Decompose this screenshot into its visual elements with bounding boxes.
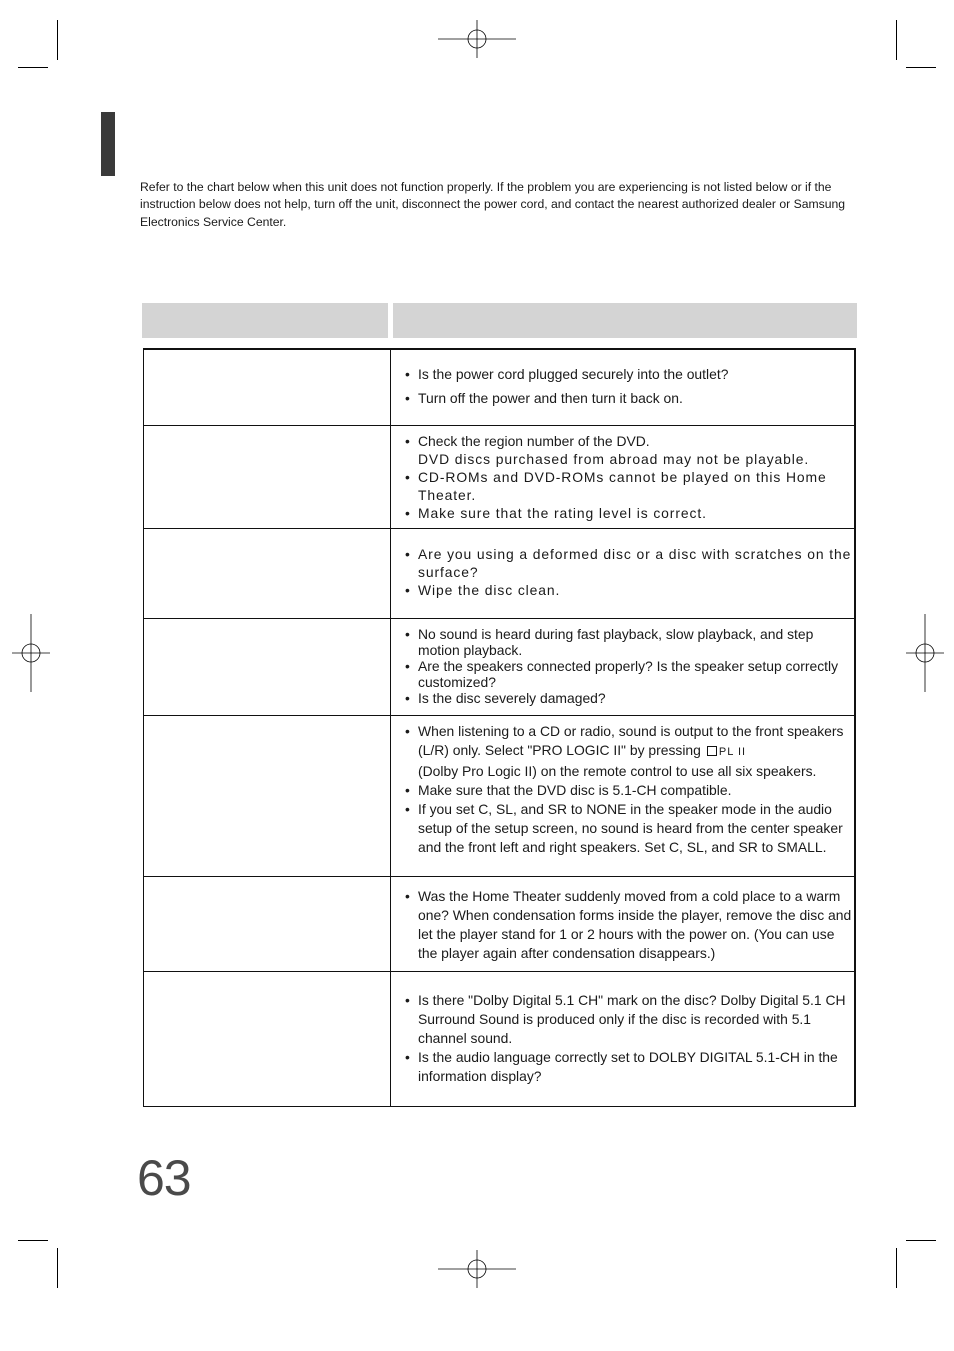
solution-item: • Make sure that the DVD disc is 5.1-CH compatible.: [404, 781, 854, 800]
table-row: [404, 366, 854, 407]
solution-column-header: [393, 303, 857, 338]
pro-logic-ii-button-icon: PL II: [707, 743, 746, 762]
solution-item: • Was the Home Theater suddenly moved from a cold place to a warm one? When condensation forms inside the player, remove the disc and let the player stand for 1 or 2 hours with the power on. (You can use the player again after condensation disappears.): [404, 887, 854, 963]
crop-mark: [896, 1248, 897, 1288]
table-row: [404, 722, 854, 857]
registration-mark-icon: [12, 614, 50, 692]
solution-item: • Are the speakers connected properly? Is the speaker setup correctly customized?: [404, 658, 854, 690]
symptom-column-header: [142, 303, 388, 338]
row-divider: [144, 876, 855, 877]
row-divider: [144, 971, 855, 972]
solution-item: • Make sure that the rating level is correct.: [404, 504, 854, 522]
crop-mark: [57, 20, 58, 60]
crop-mark: [906, 67, 936, 68]
solution-item: • If you set C, SL, and SR to NONE in the speaker mode in the audio setup of the setup screen, no sound is heard from the center speaker and the front left and right speakers. Set C, SL, and SR to SMALL.: [404, 800, 854, 857]
registration-mark-icon: [906, 614, 944, 692]
solution-item: • Turn off the power and then turn it back on.: [404, 390, 854, 407]
solution-item: • Is the power cord plugged securely into the outlet?: [404, 366, 854, 383]
crop-mark: [896, 20, 897, 60]
crop-mark: [906, 1240, 936, 1241]
column-divider: [390, 349, 391, 1107]
table-row: [404, 991, 854, 1086]
registration-mark-icon: [438, 20, 516, 58]
solution-item: [404, 432, 854, 468]
row-divider: [144, 425, 855, 426]
solution-item: • Is the disc severely damaged?: [404, 690, 854, 706]
solution-text: Check the region number of the DVD.: [418, 433, 650, 449]
solution-item: [404, 722, 854, 781]
page-number: 63: [137, 1150, 191, 1206]
registration-mark-icon: [438, 1250, 516, 1288]
crop-mark: [18, 67, 48, 68]
row-divider: [144, 618, 855, 619]
solution-text: When listening to a CD or radio, sound is output to the front speakers (L/R) only. Select "PRO LOGIC II" by pressing: [418, 723, 844, 758]
solution-item: • No sound is heard during fast playback, slow playback, and step motion playback.: [404, 626, 854, 658]
solution-text: (Dolby Pro Logic II) on the remote control to use all six speakers.: [418, 763, 817, 779]
row-divider: [144, 715, 855, 716]
crop-mark: [18, 1240, 48, 1241]
row-divider: [144, 528, 855, 529]
table-row: [404, 887, 854, 963]
solution-item: • Is the audio language correctly set to DOLBY DIGITAL 5.1-CH in the information display?: [404, 1048, 854, 1086]
solution-item: • Wipe the disc clean.: [404, 581, 854, 599]
intro-paragraph: Refer to the chart below when this unit does not function properly. If the problem you are experiencing is not listed below or if the instruction below does not help, turn off the unit, disconnect the power cord, and contact the nearest authorized dealer or Samsung Electronics Service Center.: [140, 180, 846, 229]
section-title-bar: [101, 112, 115, 176]
solution-item: • Is there "Dolby Digital 5.1 CH" mark on the disc? Dolby Digital 5.1 CH Surround Sound is produced only if the disc is recorded with 5.1 channel sound.: [404, 991, 854, 1048]
solution-item: • CD-ROMs and DVD-ROMs cannot be played on this Home Theater.: [404, 468, 854, 504]
solution-text: DVD discs purchased from abroad may not be playable.: [418, 451, 810, 467]
crop-mark: [57, 1248, 58, 1288]
solution-item: • Are you using a deformed disc or a disc with scratches on the surface?: [404, 545, 854, 581]
table-row: [404, 626, 854, 706]
table-row: [404, 432, 854, 522]
table-row: [404, 545, 854, 599]
